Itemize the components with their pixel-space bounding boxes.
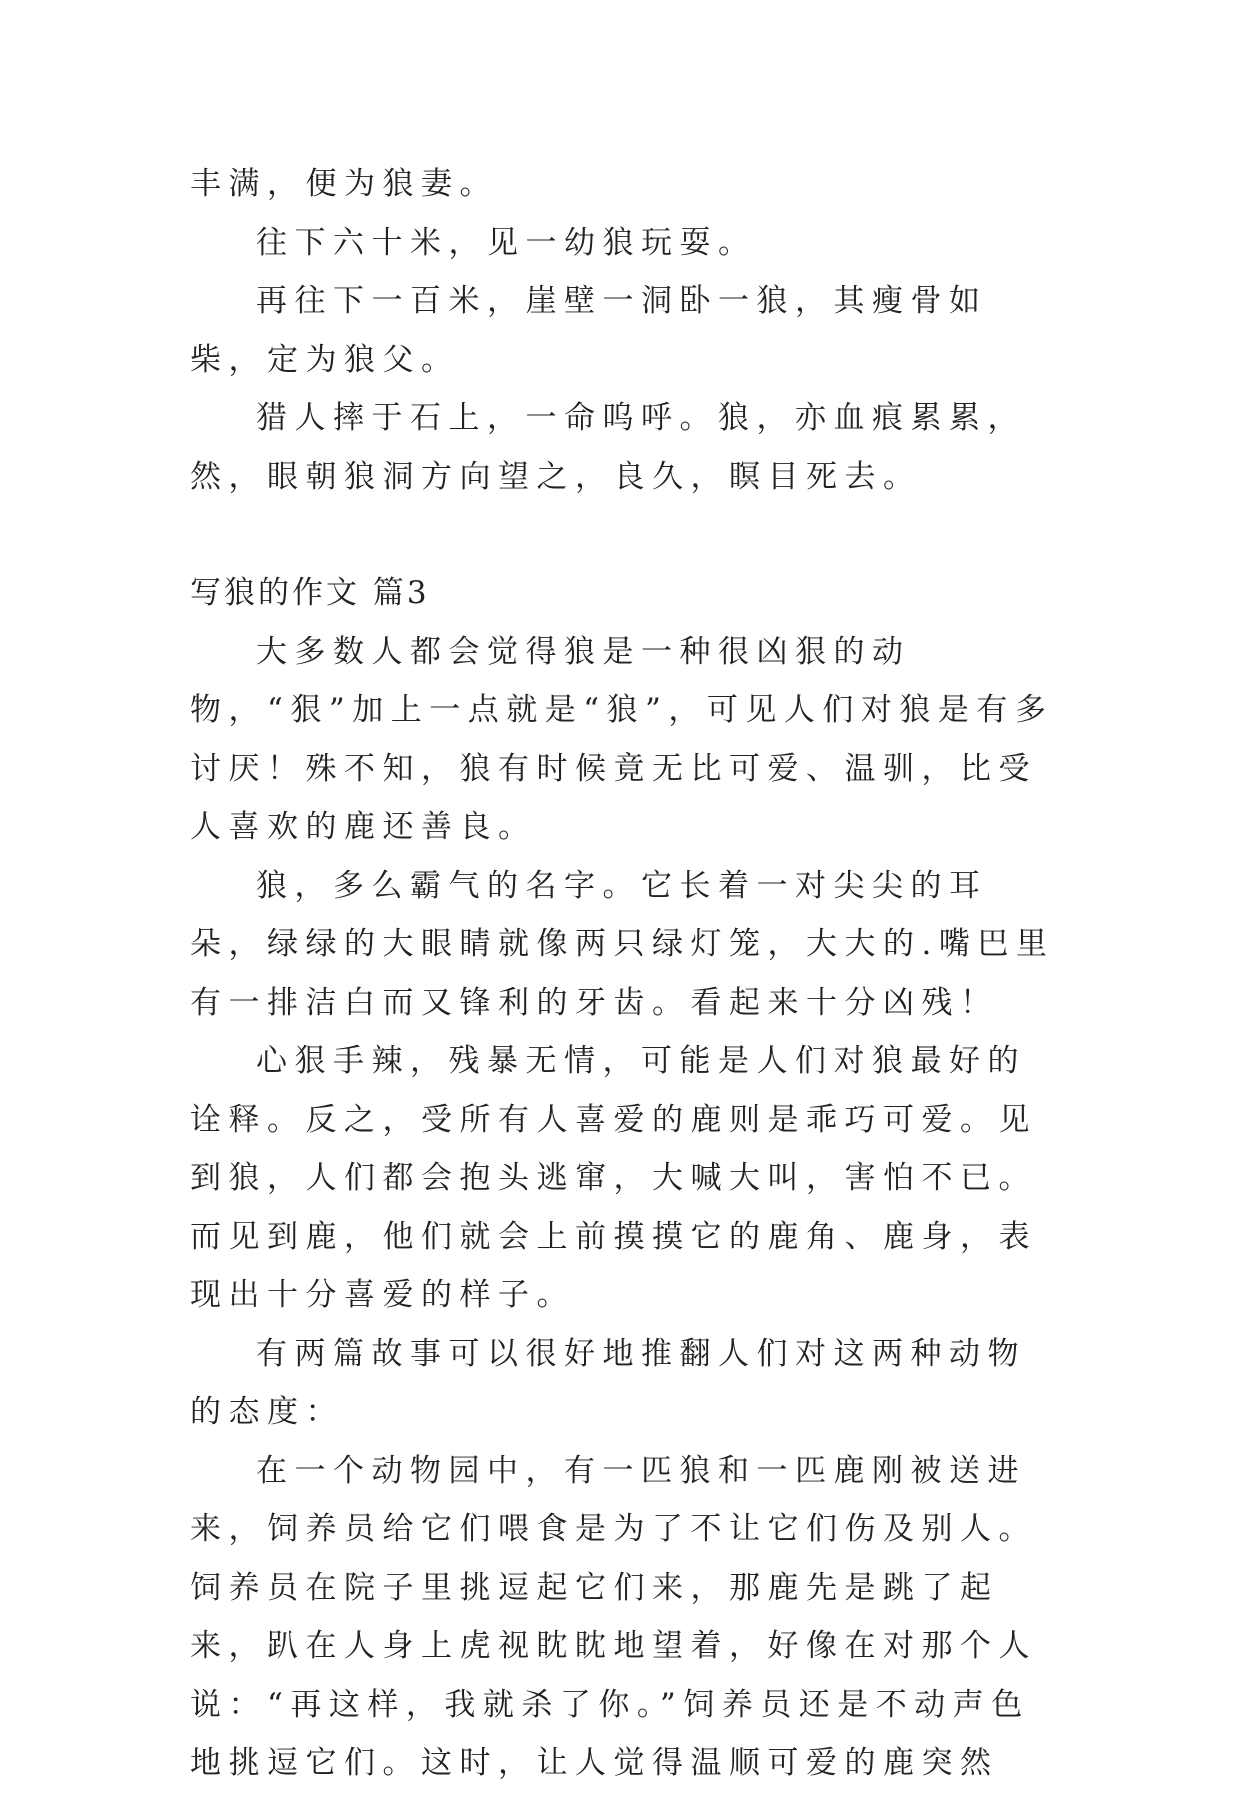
paragraph: 狼，多么霸气的名字。它长着一对尖尖的耳朵，绿绿的大眼睛就像两只绿灯笼，大大的.嘴巴里有一排洁白而又锋利的牙齿。看起来十分凶残！ xyxy=(190,867,1055,1021)
section-spacer xyxy=(190,506,1060,564)
paragraph: 大多数人都会觉得狼是一种很凶狠的动物，“狠”加上一点就是“狼”，可见人们对狼是有多讨厌！殊不知，狼有时候竟无比可爱、温驯，比受人喜欢的鹿还善良。 xyxy=(190,633,1054,845)
paragraph: 心狠手辣，残暴无情，可能是人们对狼最好的诠释。反之，受所有人喜爱的鹿则是乖巧可爱。见到狼，人们都会抱头逃窜，大喊大叫，害怕不已。而见到鹿，他们就会上前摸摸它的鹿角、鹿身，表现出十分喜爱的样子。 xyxy=(190,1043,1037,1313)
paragraph-continuation: 丰满，便为狼妻。 xyxy=(190,166,498,202)
section-heading: 写狼的作文 篇3 xyxy=(190,575,430,611)
paragraph: 猎人摔于石上，一命呜呼。狼，亦血痕累累，然，眼朝狼洞方向望之，良久，瞑目死去。 xyxy=(190,400,1026,495)
essay-text-block xyxy=(190,155,1060,1793)
paragraph: 有两篇故事可以很好地推翻人们对这两种动物的态度： xyxy=(190,1335,1026,1430)
paragraph: 在一个动物园中，有一匹狼和一匹鹿刚被送进来，饲养员给它们喂食是为了不让它们伤及别人。饲养员在院子里挑逗起它们来，那鹿先是跳了起来，趴在人身上虎视眈眈地望着，好像在对那个人说：“再这样，我就杀了你。”饲养员还是不动声色地挑逗它们。这时，让人觉得温顺可爱的鹿突然 xyxy=(190,1452,1037,1781)
paragraph: 往下六十米，见一幼狼玩耍。 xyxy=(256,224,757,261)
paragraph: 再往下一百米，崖壁一洞卧一狼，其瘦骨如柴，定为狼父。 xyxy=(190,283,988,378)
